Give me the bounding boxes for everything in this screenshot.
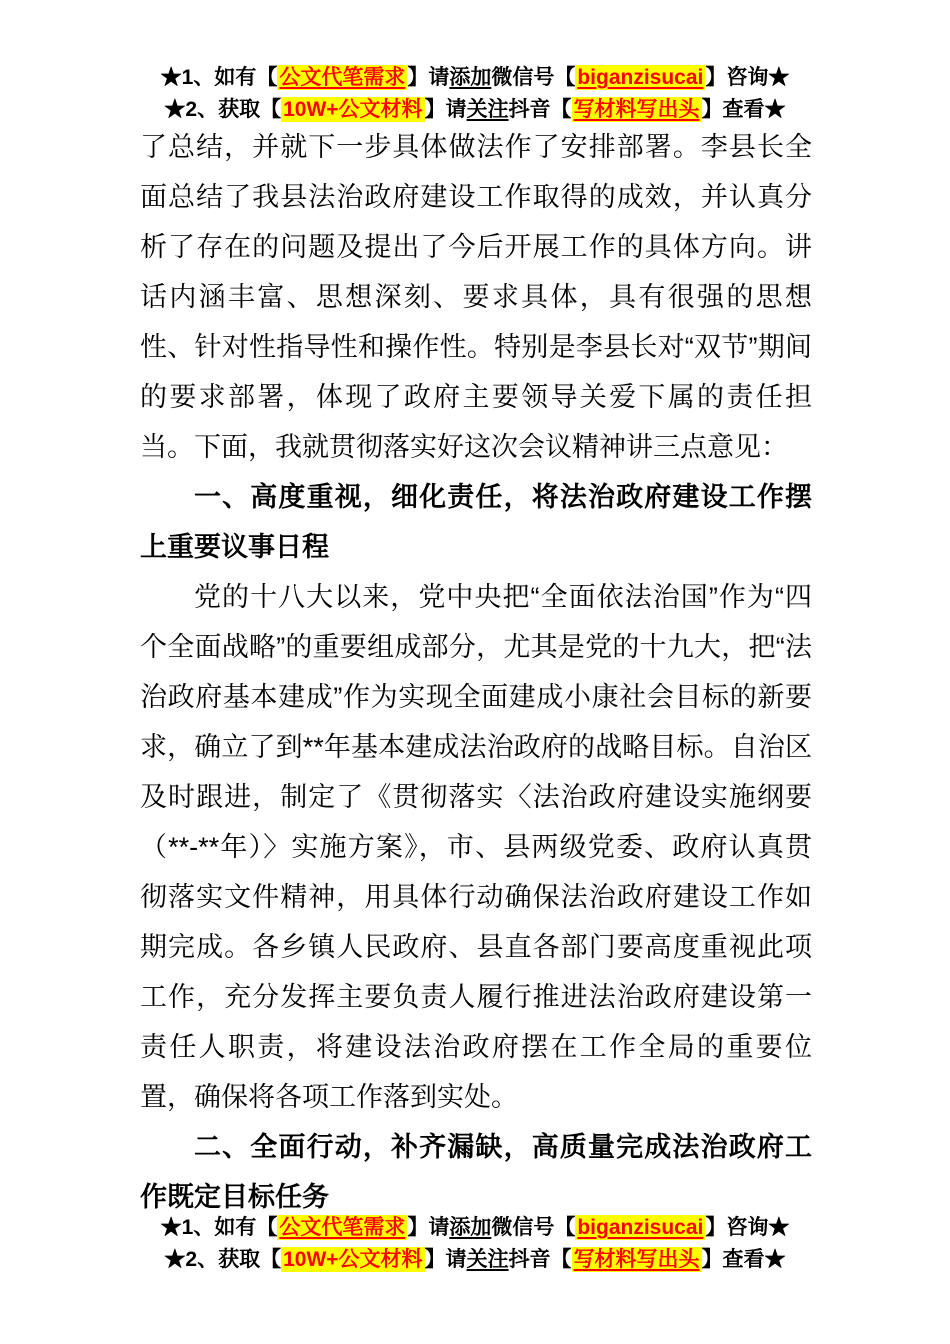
promo-prefix-text: ★1、如有【 xyxy=(160,66,278,89)
promo-suffix-text: 】查看★ xyxy=(701,1248,786,1271)
underlined-add-text: 添加 xyxy=(449,1216,492,1239)
body-paragraph: 党的十八大以来，党中央把“全面依法治国”作为“四个全面战略”的重要组成部分，尤其是党的十九大，把“法治政府基本建成”作为实现全面建成小康社会目标的新要求，确立了到**年基本建成法治政府的战略目标。自治区及时跟进，制定了《贯彻落实〈法治政府建设实施纲要（**-**年）〉实施方案》，市、县两级党委、政府认真贯彻落实文件精神，用具体行动确保法治政府建设工作如期完成。各乡镇人民政府、县直各部门要高度重视此项工作，充分发挥主要负责人履行推进法治政府建设第一责任人职责，将建设法治政府摆在工作全局的重要位置，确保将各项工作落到实处。 xyxy=(140,582,812,1112)
promo-douyin-label: 抖音【 xyxy=(508,1248,572,1271)
promo-wechat-label: 微信号【 xyxy=(491,66,576,89)
promo-prefix-text: ★2、获取【 xyxy=(164,1248,282,1271)
section-heading-2: 二、全面行动，补齐漏缺，高质量完成法治政府工作既定目标任务 xyxy=(140,1132,812,1212)
promo-suffix-text: 】咨询★ xyxy=(705,1216,790,1239)
highlighted-service-text: 公文代笔需求 xyxy=(279,1216,406,1239)
continuation-paragraph: 了总结，并就下一步具体做法作了安排部署。李县长全面总结了我县法治政府建设工作取得的成效，并认真分析了存在的问题及提出了今后开展工作的具体方向。讲话内涵丰富、思想深刻、要求具体，具有很强的思想性、针对性指导性和操作性。特别是李县长对“双节”期间的要求部署，体现了政府主要领导关爱下属的责任担当。下面，我就贯彻落实好这次会议精神讲三点意见： xyxy=(140,132,812,462)
highlighted-douyin-name: 写材料写出头 xyxy=(573,98,700,121)
underlined-follow-text: 关注 xyxy=(466,1248,509,1271)
promo-wechat-label: 微信号【 xyxy=(491,1216,576,1239)
highlighted-wechat-id: biganzisucai xyxy=(577,1216,704,1239)
section-heading-1: 一、高度重视，细化责任，将法治政府建设工作摆上重要议事日程 xyxy=(140,482,812,562)
promo-prefix-text: ★1、如有【 xyxy=(160,1216,278,1239)
underlined-follow-text: 关注 xyxy=(466,98,509,121)
promo-suffix-text: 】咨询★ xyxy=(705,66,790,89)
promo-mid-text: 】请 xyxy=(424,1248,467,1271)
highlighted-materials-text: 10W+公文材料 xyxy=(283,98,423,121)
promo-mid-text: 】请 xyxy=(407,1216,450,1239)
footer-promo-line-1 xyxy=(0,1212,950,1244)
header-promo-line-1 xyxy=(0,62,950,94)
highlighted-service-text: 公文代笔需求 xyxy=(279,66,406,89)
promo-douyin-label: 抖音【 xyxy=(508,98,572,121)
promo-mid-text: 】请 xyxy=(424,98,467,121)
highlighted-materials-text: 10W+公文材料 xyxy=(283,1248,423,1271)
highlighted-douyin-name: 写材料写出头 xyxy=(573,1248,700,1271)
footer-promo-banner xyxy=(0,1212,950,1276)
header-promo-banner xyxy=(0,62,950,126)
highlighted-wechat-id: biganzisucai xyxy=(577,66,704,89)
promo-mid-text: 】请 xyxy=(407,66,450,89)
footer-promo-line-2 xyxy=(0,1244,950,1276)
promo-suffix-text: 】查看★ xyxy=(701,98,786,121)
promo-prefix-text: ★2、获取【 xyxy=(164,98,282,121)
document-body xyxy=(140,122,812,1222)
underlined-add-text: 添加 xyxy=(449,66,492,89)
